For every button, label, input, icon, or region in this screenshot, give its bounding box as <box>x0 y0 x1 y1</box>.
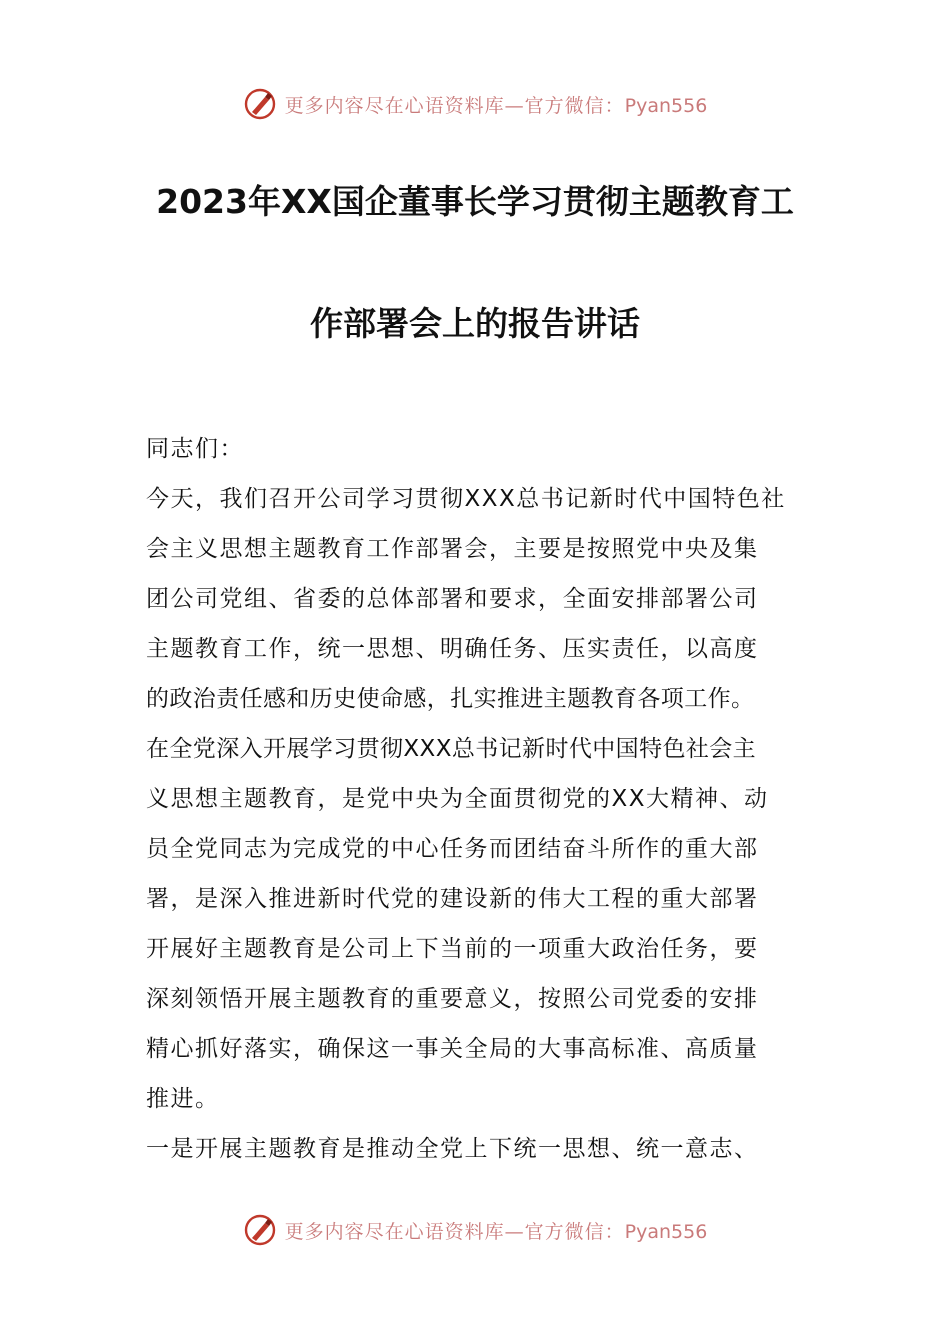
body-line: 团公司党组、省委的总体部署和要求，全面安排部署公司 <box>146 586 759 612</box>
body-line: 今天，我们召开公司学习贯彻XXX总书记新时代中国特色社 <box>146 486 786 512</box>
watermark-text: 更多内容尽在心语资料库—官方微信：Pyan556 <box>284 1220 708 1243</box>
document-body <box>146 424 806 1174</box>
salutation: 同志们： <box>146 436 244 462</box>
document-title-line-2: 作部署会上的报告讲话 <box>310 304 640 343</box>
body-line: 署，是深入推进新时代党的建设新的伟大工程的重大部署 <box>146 886 759 912</box>
body-line: 在全党深入开展学习贯彻XXX总书记新时代中国特色社会主 <box>146 736 757 762</box>
watermark-text: 更多内容尽在心语资料库—官方微信：Pyan556 <box>284 94 708 117</box>
body-line: 的政治责任感和历史使命感，扎实推进主题教育各项工作。 <box>146 686 755 712</box>
footer-watermark <box>0 1212 950 1248</box>
pen-circle-icon <box>243 1213 277 1247</box>
body-line: 义思想主题教育，是党中央为全面贯彻党的XX大精神、动 <box>146 786 769 812</box>
body-line: 开展好主题教育是公司上下当前的一项重大政治任务，要 <box>146 936 759 962</box>
pen-circle-icon <box>243 87 277 121</box>
document-title-line-1: 2023年XX国企董事长学习贯彻主题教育工 <box>156 182 794 221</box>
body-line: 一是开展主题教育是推动全党上下统一思想、统一意志、 <box>146 1136 759 1162</box>
body-line: 推进。 <box>146 1086 220 1112</box>
watermark-wechat-id: Pyan556 <box>624 94 708 117</box>
body-line: 员全党同志为完成党的中心任务而团结奋斗所作的重大部 <box>146 836 759 862</box>
watermark-wechat-id: Pyan556 <box>624 1220 708 1243</box>
header-watermark <box>0 86 950 122</box>
body-line: 会主义思想主题教育工作部署会，主要是按照党中央及集 <box>146 536 759 562</box>
body-line: 精心抓好落实，确保这一事关全局的大事高标准、高质量 <box>146 1036 759 1062</box>
body-line: 深刻领悟开展主题教育的重要意义，按照公司党委的安排 <box>146 986 759 1012</box>
body-line: 主题教育工作，统一思想、明确任务、压实责任，以高度 <box>146 636 759 662</box>
